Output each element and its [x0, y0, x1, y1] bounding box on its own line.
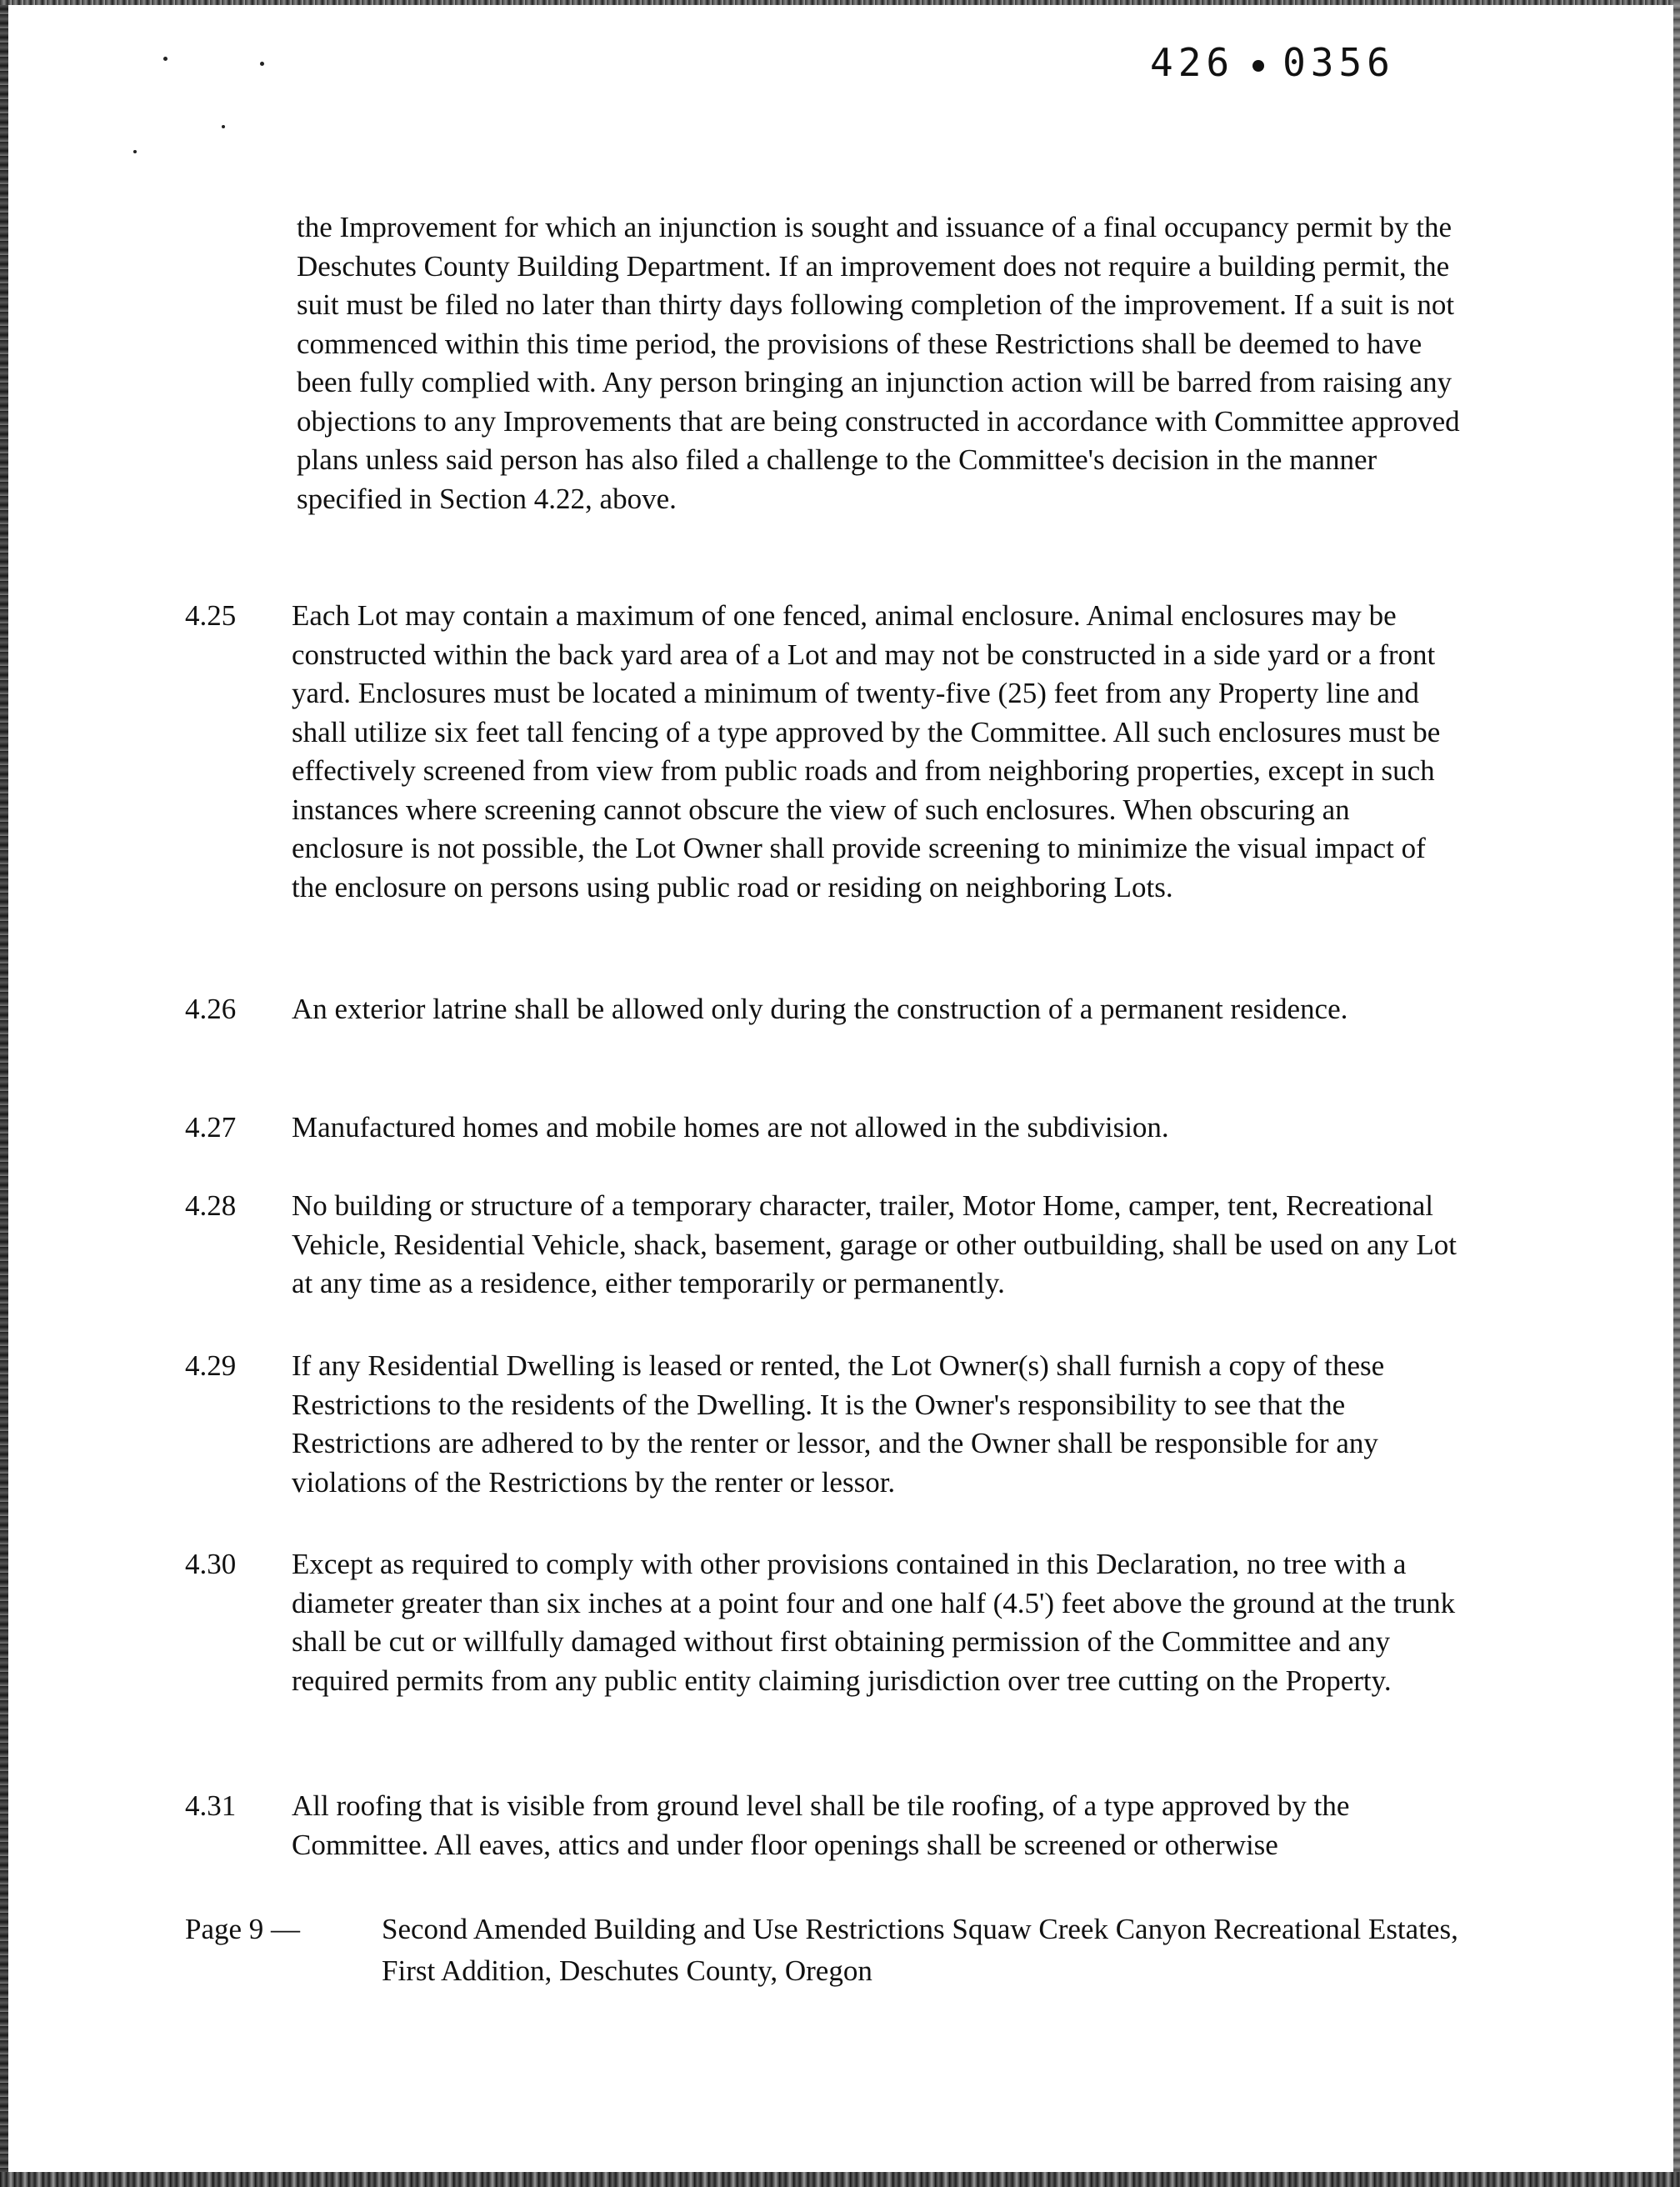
section-4-28	[185, 1187, 1468, 1304]
scan-speck	[163, 57, 168, 61]
section-text: Except as required to comply with other provisions contained in this Declaration, no tree with a diameter greater than six inches at a point four and one half (4.5') feet above the ground at the trunk shall be cut or willfully damaged without first obtaining permission of the Committee and any required permits from any public entity claiming jurisdiction over tree cutting on the Property.	[292, 1548, 1456, 1697]
document-number-page: 0356	[1282, 40, 1395, 85]
document-number-separator	[1252, 60, 1264, 72]
section-4-29	[185, 1347, 1468, 1502]
document-number	[1150, 40, 1395, 85]
section-text: If any Residential Dwelling is leased or rented, the Lot Owner(s) shall furnish a copy of these Restrictions to the residents of the Dwelling. It is the Owner's responsibility to see that the Restrictions are adhered to by the renter or lessor, and the Owner shall be responsible for any violations of the Restrictions by the renter or lessor.	[292, 1349, 1385, 1499]
scan-speck	[133, 150, 137, 153]
section-text: An exterior latrine shall be allowed only during the construction of a permanent residence.	[292, 993, 1348, 1025]
scan-speck	[260, 62, 264, 66]
section-4-26	[185, 990, 1468, 1029]
section-text: All roofing that is visible from ground level shall be tile roofing, of a type approved by the Committee. All eaves, attics and under floor openings shall be screened or otherwise	[292, 1789, 1350, 1861]
section-text: Manufactured homes and mobile homes are not allowed in the subdivision.	[292, 1111, 1169, 1144]
section-number: 4.29	[185, 1349, 237, 1382]
section-4-25	[185, 597, 1468, 907]
section-text: No building or structure of a temporary character, trailer, Motor Home, camper, tent, Recreational Vehicle, Residential Vehicle, shack, basement, garage or other outbuilding, shall be used on any Lot at any time as a residence, either temporarily or permanently.	[292, 1189, 1458, 1299]
page-footer	[185, 1909, 1485, 1992]
section-number: 4.28	[185, 1189, 237, 1222]
scan-edge-left	[0, 0, 8, 2187]
section-4-31	[185, 1787, 1468, 1864]
continuation-paragraph: the Improvement for which an injunction is sought and issuance of a final occupancy permit by the Deschutes County Building Department. If an improvement does not require a building permit, the suit must be filed no later than thirty days following completion of the improvement. If a suit is not commenced within this time period, the provisions of these Restrictions shall be deemed to have been fully complied with. Any person bringing an injunction action will be barred from raising any objections to any Improvements that are being constructed in accordance with Committee approved plans unless said person has also filed a challenge to the Committee's decision in the manner specified in Section 4.22, above.	[297, 211, 1460, 515]
section-number: 4.30	[185, 1548, 237, 1580]
section-4-30	[185, 1545, 1468, 1700]
scan-edge-right	[1673, 0, 1680, 2187]
scan-edge-bottom	[0, 2172, 1680, 2187]
document-number-book: 426	[1150, 40, 1235, 85]
section-number: 4.31	[185, 1789, 237, 1822]
footer-page-label: Page 9 —	[185, 1913, 301, 1945]
footer-title: Second Amended Building and Use Restrictions Squaw Creek Canyon Recreational Estates, First Addition, Deschutes County, Oregon	[382, 1913, 1458, 1987]
section-number: 4.27	[185, 1111, 237, 1144]
section-text: Each Lot may contain a maximum of one fenced, animal enclosure. Animal enclosures may be constructed within the back yard area of a Lot and may not be constructed in a side yard or a front yard. Enclosures must be located a minimum of twenty-five (25) feet from any Property line and shall utilize six feet tall fencing of a type approved by the Committee. All such enclosures must be effectively screened from view from public roads and from neighboring properties, except in such instances where screening cannot obscure the view of such enclosures. When obscuring an enclosure is not possible, the Lot Owner shall provide screening to minimize the visual impact of the enclosure on persons using public road or residing on neighboring Lots.	[292, 599, 1441, 903]
scan-edge-top	[0, 0, 1680, 5]
section-4-27	[185, 1109, 1468, 1148]
scan-speck	[222, 125, 225, 128]
section-number: 4.26	[185, 993, 237, 1025]
section-number: 4.25	[185, 599, 237, 632]
